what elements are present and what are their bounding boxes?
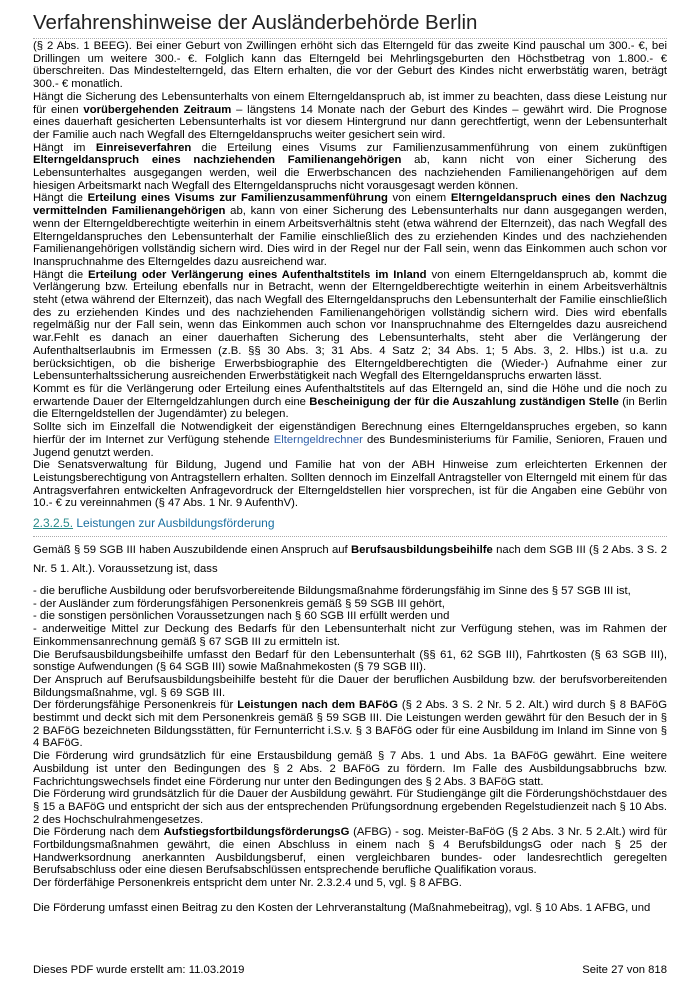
list-item: - die berufliche Ausbildung oder berufsvorbereitende Bildungsmaßnahme förderungsfähig im Sinne des § 57 SGB III ist,	[33, 585, 631, 598]
paragraph: Die Berufsausbildungsbeihilfe umfasst den Bedarf für den Lebensunterhalt (§§ 61, 62 SGB III), Fahrtkosten (§ 63 SGB III), sonstige Aufwendungen (§ 64 SGB III) sowie Maßnahmekosten (§ 79 SGB III).	[33, 648, 667, 674]
paragraph: Die Förderung nach dem AufstiegsfortbildungsförderungsG (AFBG) - sog. Meister-BaFöG (§ 2 Abs. 3 Nr. 5 2.Alt.) wird für Fortbildungsmaßnahmen gewährt, die einen Abschluss in einem nach § 4 BerufsbildungsG oder nach § 25 der Handwerksordnung anerkannten Ausbildungsberuf, einen vergleichbaren bundes- oder landesrechtlich geregelten Berufsabschluss oder eine diesen Berufsabschlüssen entsprechende berufliche Qualifikation voraus.	[33, 826, 667, 877]
page-header	[33, 8, 667, 39]
paragraph: Hängt die Erteilung oder Verlängerung eines Aufenthaltstitels im Inland von einem Elterngeldanspruch ab, kommt die Verlängerung bzw. Erteilung ebenfalls nur in Betracht, wenn der Elterngeldberechtigte weiterhin in einem Arbeitsverhältnis steht (etwa während der Elternzeit), das nach Wegfall des Elterngeldanspruchs den Lebensunterhalt der Familie einschließlich des zu erziehenden Kindes und des nachziehenden Familienangehörigen vollständig sichern wird. Dies wird ebenfalls regelmäßig nur der Fall sein, wenn das Einkommen auch schon vor Inanspruchnahme des Elterngeldes dazu ausreichend war.Fehlt es danach an einer dauerhaften Sicherung des Lebensunterhalts, steht aber die Verlängerung der Aufenthaltserlaubnis im Ermessen (z.B. §§ 30 Abs. 3; 31 Abs. 4 Satz 2; 34 Abs. 1; 5 Abs. 3, 2. Hlbs.) ist u.a. zu berücksichtigen, ob die bisherige Erwerbsbiographie des Elterngeldberechtigten die (Wieder-) Aufnahme einer zur Lebensunterhaltssicherung ausreichenden Erwerbstätigkeit nach Wegfall des Elterngeldanspruchs erwarten lässt.	[33, 268, 668, 383]
divider	[33, 536, 667, 537]
list-item: - die sonstigen persönlichen Voraussetzungen nach § 60 SGB III erfüllt werden und	[33, 610, 450, 623]
paragraph: Die Förderung umfasst einen Beitrag zu den Kosten der Lehrveranstaltung (Maßnahmebeitrag), vgl. § 10 Abs. 1 AFBG, und	[33, 901, 651, 914]
paragraph: Gemäß § 59 SGB III haben Auszubildende einen Anspruch auf Berufsausbildungsbeihilfe nach dem SGB III (§ 2 Abs. 3 S. 2 Nr. 5 1. Alt.). Voraussetzung ist, dass	[33, 544, 667, 576]
paragraph: Die Förderung wird grundsätzlich für eine Erstausbildung gemäß § 7 Abs. 1 und Abs. 1a BAFöG gewährt. Eine weitere Ausbildung ist unter den Bedingungen des § 2 Abs. 2 BAFöG zu fördern. Im Falle des Ausbildungsabbruchs bzw. Fachrichtungswechsels findet eine Förderung nur unter den Bedingungen des § 2 Abs. 3 BAFöG statt.	[33, 750, 667, 788]
paragraph: Die Senatsverwaltung für Bildung, Jugend und Familie hat von der ABH Hinweise zum erleichterten Erkennen der Leistungsberechtigung von Antragstellern erhalten. Sollten dennoch im Einzelfall Antragsteller von Elterngeld mit einem für das Antragsverfahren entwickelten Anfragevordruck der Elterngeldstellen hier vorsprechen, ist für die Angaben eine Gebühr von 10.- € zu vereinnahmen (§ 47 Abs. 1 Nr. 9 AufenthV).	[33, 459, 667, 510]
elterngeldrechner-link[interactable]: Elterngeldrechner	[273, 433, 363, 446]
creation-date: Dieses PDF wurde erstellt am: 11.03.2019	[33, 964, 245, 976]
section-number[interactable]: 2.3.2.5.	[33, 516, 74, 531]
spacer	[33, 890, 667, 902]
paragraph: Die Förderung wird grundsätzlich für die Dauer der Ausbildung gewährt. Für Studiengänge gilt die Förderungshöchstdauer des § 15 a BAFöG und entspricht der sich aus der entsprechenden Prüfungsordnung ergebenden Regelstudienzeit nach § 10 Abs. 2 des Hochschulrahmengesetzes.	[33, 788, 667, 826]
document-title: Verfahrenshinweise der Ausländerbehörde Berlin	[33, 11, 478, 34]
paragraph: (§ 2 Abs. 1 BEEG). Bei einer Geburt von Zwillingen erhöht sich das Elterngeld für das zweite Kind pauschal um 300.- €, bei Drillingen um weitere 300.- €. Folglich kann das Elterngeld bei Mehrlingsgeburten den Höchstbetrag von 1.800.- € überschreiten. Das Mindestelterngeld, das Eltern erhalten, die vor der Geburt des Kindes nicht erwerbstätig waren, beträgt 300.- € monatlich.	[33, 40, 667, 91]
page-number: Seite 27 von 818	[582, 964, 667, 976]
paragraph: Kommt es für die Verlängerung oder Erteilung eines Aufenthaltstitels auf das Elterngeld an, sind die Höhe und die noch zu erwartende Dauer der Elterngeldzahlungen durch eine Bescheinigung der für die Auszahlung zuständigen Stelle (in Berlin die Elterngeldstellen der Jugendämter) zu belegen.	[33, 382, 668, 421]
paragraph: Der Anspruch auf Berufsausbildungsbeihilfe besteht für die Dauer der beruflichen Ausbildung bzw. der berufsvorbereitenden Bildungsmaßnahme, vgl. § 69 SGB III.	[33, 673, 667, 699]
paragraph: Hängt die Erteilung eines Visums zur Familienzusammenführung von einem Elterngeldanspruch eines den Nachzug vermittelnden Familienangehörigen ab, kann von einer Sicherung des Lebensunterhalts nur dann ausgegangen werden, wenn der Elterngeldberechtigte weiterhin in einem Arbeitsverhältnis steht (etwa während der Elternzeit), das nach Wegfall des Elterngeldanspruches den Lebensunterhalt der Familie einschließlich des zu erziehenden Kindes und des nachziehenden Familienangehörigen vollständig sichern wird. Dies wird in der Regel nur der Fall sein, wenn das Einkommen auch schon vor Inanspruchnahme des Elterngeldes dazu ausreichend war.	[33, 192, 668, 268]
section-title[interactable]: Leistungen zur Ausbildungsförderung	[73, 516, 275, 531]
paragraph: Der förderfähige Personenkreis entspricht dem unter Nr. 2.3.2.4 und 5, vgl. § 8 AFBG.	[33, 877, 462, 890]
paragraph: Hängt die Sicherung des Lebensunterhalts von einem Elterngeldanspruch ab, ist immer zu beachten, dass diese Leistung nur für einen vorübergehenden Zeitraum – längstens 14 Monate nach der Geburt des Kindes – gewährt wird. Die Prognose eines dauerhaft gesicherten Lebensunterhalts ist vor diesem Hintergrund nur dann gerechtfertigt, wenn der Lebensunterhalt der Familie auch nach Wegfall des Elterngeldanspruchs weiter gesichert sein wird.	[33, 90, 667, 141]
document-body	[33, 40, 667, 915]
paragraph: Sollte sich im Einzelfall die Notwendigkeit der eigenständigen Berechnung eines Elterngeldanspruches ergeben, so kann hierfür der im Internet zur Verfügung stehende Elterngeldrechner des Bundesministeriums für Familie, Senioren, Frauen und Jugend genutzt werden.	[33, 421, 668, 459]
paragraph: Der förderungsfähige Personenkreis für Leistungen nach dem BAFöG (§ 2 Abs. 3 S. 2 Nr. 5 2. Alt.) wird durch § 8 BAFöG bestimmt und deckt sich mit dem Personenkreis gemäß § 59 SGB III. Die Leistungen werden gewährt für den Besuch der in § 2 BAFöG bezeichneten Bildungsstätten, für Fernunterricht i.S.v. § 3 BAFöG oder für eine Ausbildung im Inland im Sinne von § 4 BAFöG.	[33, 699, 667, 750]
list-item: - der Ausländer zum förderungsfähigen Personenkreis gemäß § 59 SGB III gehört,	[33, 597, 445, 610]
list-item: - anderweitige Mittel zur Deckung des Bedarfs für den Lebensunterhalt nicht zur Verfügung stehen, was im Rahmen der Einkommensanrechnung gemäß § 67 SGB III zu ermitteln ist.	[33, 623, 667, 648]
section-heading[interactable]	[33, 516, 667, 530]
paragraph: Hängt im Einreiseverfahren die Erteilung eines Visums zur Familienzusammenführung von einem zukünftigen Elterngeldanspruch eines nachziehenden Familienangehörigen ab, kann nicht von einer Sicherung des Lebensunterhaltes ausgegangen werden, weil die Erwerbschancen des nachziehenden Familienangehörigen auf dem hiesigen Arbeitsmarkt nach Wegfall des Elterngeldanspruchs nicht vorausgesagt werden können.	[33, 141, 667, 192]
